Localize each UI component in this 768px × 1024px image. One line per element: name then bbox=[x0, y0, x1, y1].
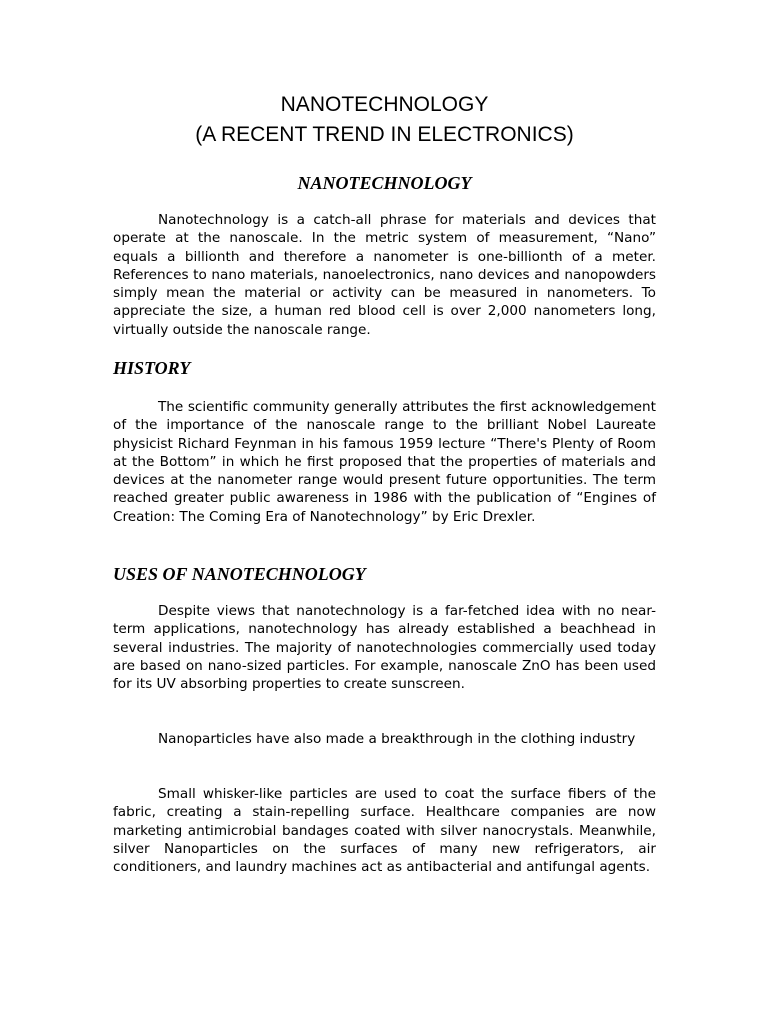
document-title bbox=[113, 90, 656, 150]
history-paragraph: The scientific community generally attributes the first acknowledgement of the importance of the nanoscale range to the brilliant Nobel Laureate physicist Richard Feynman in his famous 1959 lecture “There's Plenty of Room at the Bottom” in which he first proposed that the properties of materials and devices at the nanometer range would present future opportunities. The term reached greater public awareness in 1986 with the publication of “Engines of Creation: The Coming Era of Nanotechnology” by Eric Drexler. bbox=[113, 399, 656, 525]
uses-paragraph-2: Nanoparticles have also made a breakthrough in the clothing industry bbox=[158, 731, 636, 747]
uses-heading: USES OF NANOTECHNOLOGY bbox=[113, 564, 366, 584]
history-heading: HISTORY bbox=[113, 358, 191, 378]
uses-paragraph-1: Despite views that nanotechnology is a far-fetched idea with no near-term applications, nanotechnology has already established a beachhead in several industries. The majority of nanotechnologies commercially used today are based on nano-sized particles. For example, nanoscale ZnO has been used for its UV absorbing properties to create sunscreen. bbox=[113, 603, 656, 693]
uses-paragraph-3: Small whisker-like particles are used to coat the surface fibers of the fabric, creating a stain-repelling surface. Healthcare companies are now marketing antimicrobial bandages coated with silver nanocrystals. Meanwhile, silver Nanoparticles on the surfaces of many new refrigerators, air conditioners, and laundry machines act as antibacterial and antifungal agents. bbox=[113, 786, 656, 876]
title-line-1: NANOTECHNOLOGY bbox=[280, 93, 489, 116]
intro-heading: NANOTECHNOLOGY bbox=[297, 173, 472, 193]
intro-paragraph: Nanotechnology is a catch-all phrase for materials and devices that operate at the nanoscale. In the metric system of measurement, “Nano” equals a billionth and therefore a nanometer is one-billionth of a meter. References to nano materials, nanoelectronics, nano devices and nanopowders simply mean the material or activity can be measured in nanometers. To appreciate the size, a human red blood cell is over 2,000 nanometers long, virtually outside the nanoscale range. bbox=[113, 212, 656, 338]
title-line-2: (A RECENT TREND IN ELECTRONICS) bbox=[195, 123, 574, 146]
